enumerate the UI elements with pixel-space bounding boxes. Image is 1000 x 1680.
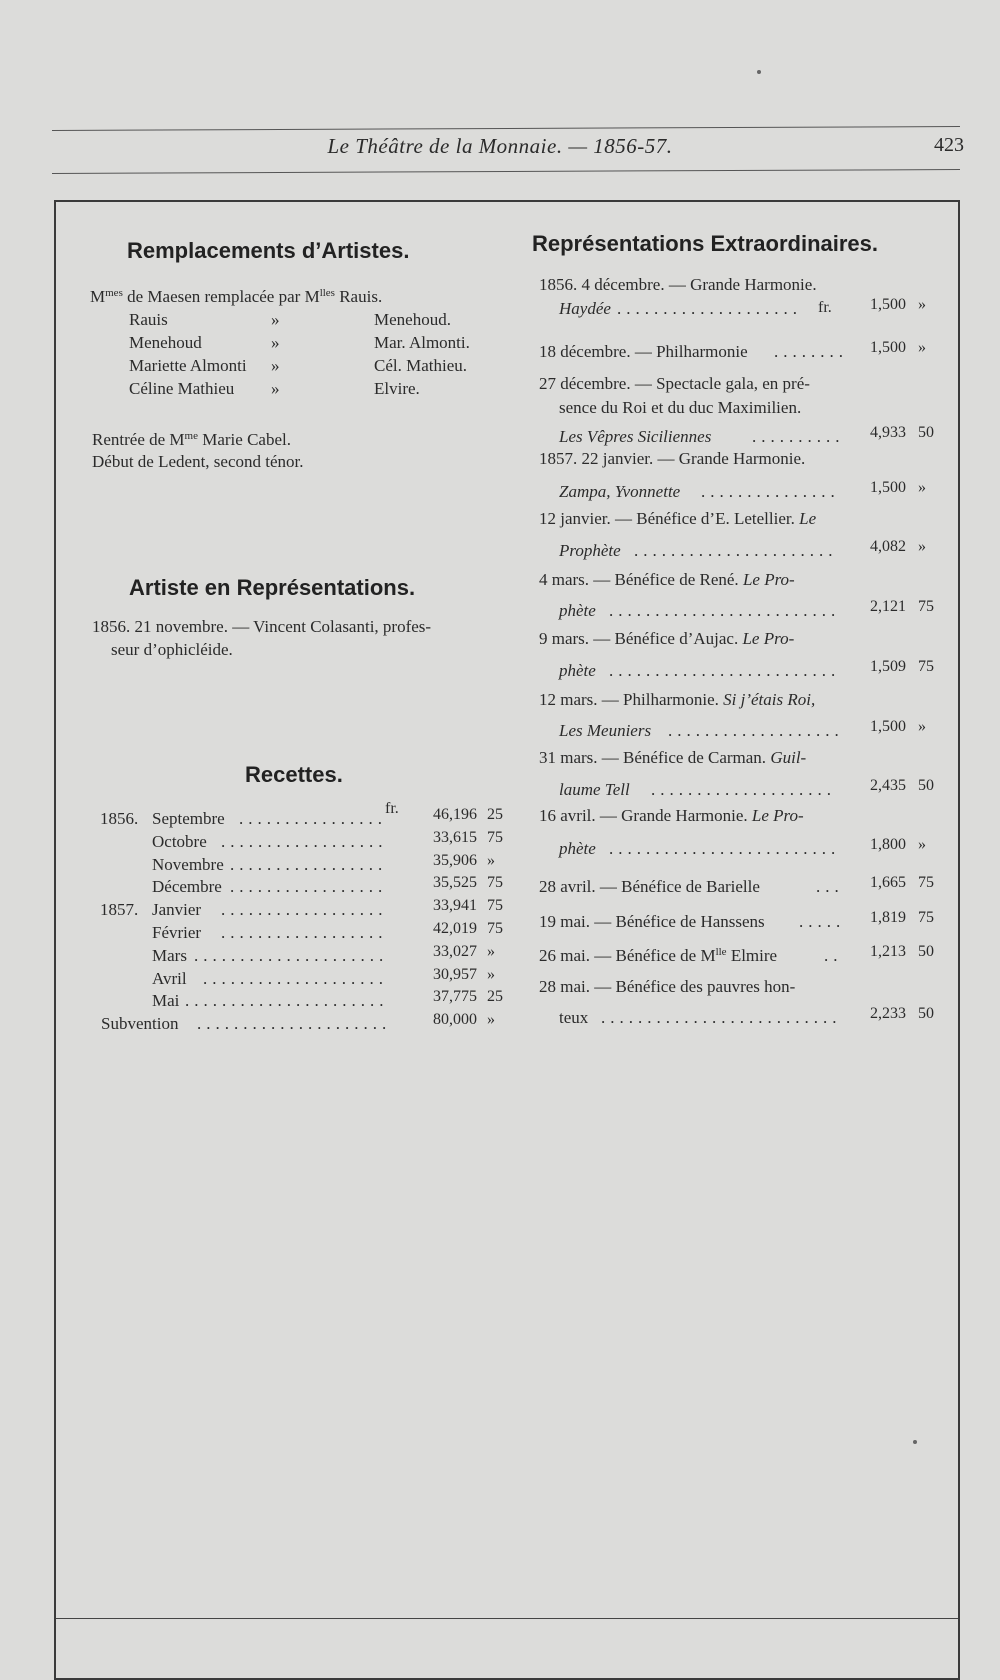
ditto-mark: » bbox=[271, 333, 280, 352]
receipt-month: Novembre bbox=[152, 855, 224, 874]
debut-line: Début de Ledent, second ténor. bbox=[92, 452, 304, 471]
entry-cents: » bbox=[918, 836, 926, 853]
replacement-name: Menehoud bbox=[129, 333, 202, 352]
entry-francs: 2,121 bbox=[870, 598, 906, 615]
receipt-month: Décembre bbox=[152, 877, 222, 896]
entry-text: 18 décembre. — Philharmonie bbox=[539, 342, 748, 361]
entry-currency: fr. bbox=[818, 299, 832, 316]
leader-dots: ................ bbox=[239, 809, 387, 828]
receipt-cents: 75 bbox=[487, 897, 503, 914]
leader-dots: .................. bbox=[221, 900, 388, 919]
leader-dots: .................... bbox=[617, 299, 802, 318]
receipt-francs: 30,957 bbox=[433, 966, 477, 983]
leader-dots: .......................... bbox=[601, 1008, 842, 1027]
guest-artist-line-1: 1856. 21 novembre. — Vincent Colasanti, profes- bbox=[92, 617, 432, 636]
entry-francs: 1,500 bbox=[870, 718, 906, 735]
receipt-francs: 37,775 bbox=[433, 988, 477, 1005]
print-speck bbox=[757, 70, 761, 74]
leader-dots: ................... bbox=[668, 721, 844, 740]
leader-dots: ... bbox=[816, 877, 844, 896]
entry-title: Haydée bbox=[559, 299, 611, 318]
entry-first-line bbox=[539, 749, 806, 766]
entry-francs: 1,500 bbox=[870, 339, 906, 356]
entry-francs: 1,800 bbox=[870, 836, 906, 853]
receipt-francs: 33,027 bbox=[433, 943, 477, 960]
entry-francs: 4,082 bbox=[870, 538, 906, 555]
entry-text: 12 mars. — Philharmonie. bbox=[539, 690, 724, 709]
guest-artist-line-2: seur d’ophicléide. bbox=[111, 640, 233, 659]
leader-dots: ................. bbox=[230, 877, 388, 896]
entry-francs: 2,435 bbox=[870, 777, 906, 794]
leader-dots: ........ bbox=[774, 342, 848, 361]
receipt-cents: » bbox=[487, 852, 495, 869]
entry-francs: 1,665 bbox=[870, 874, 906, 891]
entry-first-line bbox=[539, 571, 795, 588]
leader-dots: .................... bbox=[651, 780, 836, 799]
entry-francs: 1,500 bbox=[870, 479, 906, 496]
leader-dots: ..................... bbox=[194, 946, 389, 965]
replacement-target: Menehoud. bbox=[374, 310, 451, 329]
return-line: Rentrée de $M^{me}$ Marie Cabel. bbox=[92, 430, 291, 449]
entry-last-line bbox=[559, 428, 711, 445]
receipt-year: 1857. bbox=[100, 900, 139, 919]
receipts-currency: fr. bbox=[385, 800, 399, 817]
replacement-target: Elvire. bbox=[374, 379, 420, 398]
entry-second-line: sence du Roi et du duc Maximilien. bbox=[559, 398, 802, 417]
receipt-cents: 25 bbox=[487, 806, 503, 823]
leader-dots: ..................... bbox=[197, 1014, 392, 1033]
leader-dots: ...................... bbox=[634, 541, 838, 560]
leader-dots: .................. bbox=[221, 923, 388, 942]
receipt-francs: 33,941 bbox=[433, 897, 477, 914]
entry-last-line bbox=[559, 781, 630, 798]
entry-title: phète bbox=[559, 601, 596, 620]
leader-dots: ..... bbox=[799, 912, 846, 931]
replacement-name: Rauis bbox=[129, 310, 168, 329]
receipt-francs: 35,525 bbox=[433, 874, 477, 891]
entry-title: Les Meuniers bbox=[559, 721, 652, 740]
replacement-name: Céline Mathieu bbox=[129, 379, 235, 398]
ditto-mark: » bbox=[271, 310, 280, 329]
entry-title: Le Pro- bbox=[742, 629, 795, 648]
ditto-mark: » bbox=[271, 356, 280, 375]
entry-cents: 75 bbox=[918, 658, 934, 675]
receipt-month: Octobre bbox=[152, 832, 207, 851]
entry-first-line bbox=[539, 807, 804, 824]
receipt-month: Février bbox=[152, 923, 202, 942]
entry-last-line bbox=[539, 913, 765, 930]
entry-text: teux bbox=[559, 1008, 589, 1027]
replacement-target: Mar. Almonti. bbox=[374, 333, 470, 352]
entry-first-line: 1857. 22 janvier. — Grande Harmonie. bbox=[539, 449, 806, 468]
entry-title: Les Vêpres Siciliennes bbox=[559, 427, 712, 446]
entry-text: 4 mars. — Bénéfice de René. bbox=[539, 570, 743, 589]
entry-title: Guil- bbox=[770, 748, 807, 767]
entry-first-line bbox=[539, 691, 815, 708]
entry-francs: 4,933 bbox=[870, 424, 906, 441]
header-rule-top bbox=[52, 126, 960, 131]
receipts-heading: Recettes. bbox=[245, 762, 343, 787]
entry-first-line bbox=[539, 630, 794, 647]
receipt-cents: » bbox=[487, 943, 495, 960]
entry-title: laume Tell bbox=[559, 780, 630, 799]
receipt-francs: 33,615 bbox=[433, 829, 477, 846]
receipt-month: Janvier bbox=[152, 900, 202, 919]
leader-dots: ......................... bbox=[609, 661, 841, 680]
replacements-intro: $M^{mes}$ de Maesen remplacée par $M^{lles}$ Rauis. bbox=[90, 287, 383, 306]
entry-first-line: 1856. 4 décembre. — Grande Harmonie. bbox=[539, 275, 817, 294]
entry-cents: » bbox=[918, 339, 926, 356]
entry-last-line bbox=[559, 722, 651, 739]
entry-title: Prophète bbox=[559, 541, 621, 560]
entry-text: 9 mars. — Bénéfice d’Aujac. bbox=[539, 629, 743, 648]
entry-cents: 75 bbox=[918, 909, 934, 926]
receipt-cents: » bbox=[487, 1011, 495, 1028]
leader-dots: ......................... bbox=[609, 601, 841, 620]
entry-cents: » bbox=[918, 479, 926, 496]
entry-last-line bbox=[559, 662, 596, 679]
entry-text: 19 mai. — Bénéfice de Hanssens bbox=[539, 912, 765, 931]
entry-title: phète bbox=[559, 839, 596, 858]
running-title: Le Théâtre de la Monnaie. — 1856-57. bbox=[327, 134, 673, 158]
replacement-name: Mariette Almonti bbox=[129, 356, 247, 375]
guest-artist-heading: Artiste en Représentations. bbox=[129, 575, 416, 600]
entry-text: Elmire bbox=[726, 946, 778, 965]
entry-cents: » bbox=[918, 296, 926, 313]
receipt-cents: 75 bbox=[487, 920, 503, 937]
leader-dots: ................. bbox=[230, 855, 388, 874]
print-speck bbox=[913, 1440, 917, 1444]
leader-dots: ............... bbox=[701, 482, 840, 501]
entry-last-line bbox=[559, 483, 680, 500]
entry-last-line bbox=[559, 542, 621, 559]
entry-title: Le Pro- bbox=[742, 570, 795, 589]
receipt-month: Mai bbox=[152, 991, 180, 1010]
header-rule-bottom bbox=[52, 169, 960, 174]
entry-title: Le Pro- bbox=[751, 806, 804, 825]
entry-title: Si j’étais Roi, bbox=[723, 690, 816, 709]
entry-cents: 50 bbox=[918, 424, 934, 441]
entry-francs: 1,500 bbox=[870, 296, 906, 313]
entry-last-line bbox=[539, 947, 777, 964]
entry-francs: 2,233 bbox=[870, 1005, 906, 1022]
entry-last-line bbox=[559, 300, 611, 317]
entry-text: 28 avril. — Bénéfice de Barielle bbox=[539, 877, 760, 896]
entry-cents: 50 bbox=[918, 1005, 934, 1022]
entry-cents: 50 bbox=[918, 943, 934, 960]
entry-last-line bbox=[559, 1009, 588, 1026]
entry-cents: » bbox=[918, 538, 926, 555]
leader-dots: ......................... bbox=[609, 839, 841, 858]
receipt-cents: 75 bbox=[487, 874, 503, 891]
entry-text: 12 janvier. — Bénéfice d’E. Letellier. bbox=[539, 509, 800, 528]
entry-francs: 1,509 bbox=[870, 658, 906, 675]
leader-dots: .......... bbox=[752, 427, 845, 446]
entry-francs: 1,819 bbox=[870, 909, 906, 926]
leader-dots: .................. bbox=[221, 832, 388, 851]
entry-francs: 1,213 bbox=[870, 943, 906, 960]
receipt-francs: 35,906 bbox=[433, 852, 477, 869]
page-number: 423 bbox=[934, 134, 964, 156]
receipt-francs: 80,000 bbox=[433, 1011, 477, 1028]
leader-dots: .................... bbox=[203, 969, 388, 988]
entry-text: 16 avril. — Grande Harmonie. bbox=[539, 806, 752, 825]
receipt-month: Septembre bbox=[152, 809, 225, 828]
receipt-francs: 42,019 bbox=[433, 920, 477, 937]
entry-cents: 50 bbox=[918, 777, 934, 794]
entry-last-line bbox=[539, 878, 760, 895]
entry-title: phète bbox=[559, 661, 596, 680]
extraordinary-heading: Représentations Extraordinaires. bbox=[532, 231, 879, 256]
entry-title: Zampa, Yvonnette bbox=[559, 482, 681, 501]
leader-dots: ...................... bbox=[185, 991, 389, 1010]
entry-last-line bbox=[539, 343, 748, 360]
entry-sup: lle bbox=[715, 946, 727, 958]
entry-first-line: 27 décembre. — Spectacle gala, en pré- bbox=[539, 374, 810, 393]
ditto-mark: » bbox=[271, 379, 280, 398]
receipt-month: Subvention bbox=[101, 1014, 179, 1033]
frame-inner-rule bbox=[56, 1618, 958, 1619]
receipt-cents: » bbox=[487, 966, 495, 983]
entry-last-line bbox=[559, 602, 596, 619]
receipt-cents: 25 bbox=[487, 988, 503, 1005]
entry-cents: 75 bbox=[918, 874, 934, 891]
entry-cents: » bbox=[918, 718, 926, 735]
receipt-francs: 46,196 bbox=[433, 806, 477, 823]
replacements-heading: Remplacements d’Artistes. bbox=[127, 238, 410, 263]
receipt-month: Mars bbox=[152, 946, 187, 965]
receipt-month: Avril bbox=[152, 969, 187, 988]
receipt-year: 1856. bbox=[100, 809, 139, 828]
entry-last-line bbox=[559, 840, 596, 857]
entry-title: Le bbox=[799, 509, 817, 528]
entry-cents: 75 bbox=[918, 598, 934, 615]
receipt-cents: 75 bbox=[487, 829, 503, 846]
entry-text: 31 mars. — Bénéfice de Carman. bbox=[539, 748, 771, 767]
replacement-target: Cél. Mathieu. bbox=[374, 356, 468, 375]
entry-first-line: 28 mai. — Bénéfice des pauvres hon- bbox=[539, 977, 796, 996]
leader-dots: .. bbox=[824, 946, 843, 965]
entry-text: 26 mai. — Bénéfice de M bbox=[539, 946, 716, 965]
entry-first-line bbox=[539, 510, 816, 527]
